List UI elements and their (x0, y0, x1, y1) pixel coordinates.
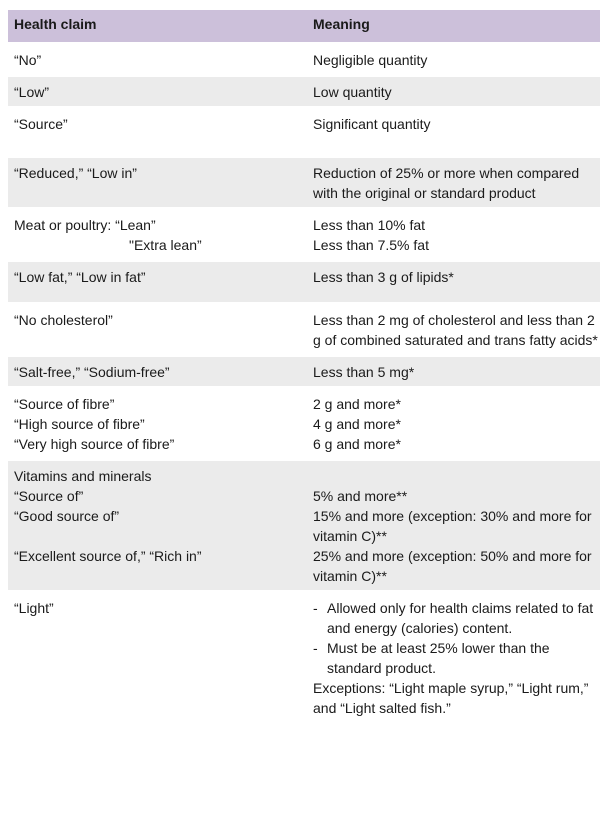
table-row (8, 45, 600, 77)
claim-cell: “No” (14, 52, 42, 68)
claim-line: “Source of fibre” (14, 396, 115, 412)
meaning-cell (307, 593, 600, 722)
meaning-line: Less than 7.5% fat (313, 237, 429, 253)
claim-title: Vitamins and minerals (14, 468, 152, 484)
claim-line: “Good source of” (14, 508, 120, 524)
claim-cell: “Low” (14, 84, 50, 100)
meaning-line: Less than 10% fat (313, 217, 426, 233)
header-meaning: Meaning (313, 16, 370, 32)
claim-line: Meat or poultry: “Lean” (14, 217, 156, 233)
claim-cell: “Salt-free,” “Sodium-free” (14, 364, 170, 380)
bullet-item (313, 638, 600, 678)
meaning-cell: Less than 5 mg* (313, 364, 415, 380)
meaning-line: 2 g and more* (313, 396, 401, 412)
claim-cell: “No cholesterol” (14, 312, 113, 328)
header-health-claim: Health claim (14, 16, 97, 32)
table-row (8, 210, 600, 262)
meaning-cell: Significant quantity (313, 116, 431, 132)
dash-bullet-icon: - (313, 600, 318, 616)
meaning-line: 15% and more (exception: 30% and more for vitamin C)** (313, 508, 592, 544)
claim-cell (8, 389, 307, 458)
table-row (8, 262, 600, 305)
meaning-cell: Low quantity (313, 84, 392, 100)
table-row (8, 77, 600, 109)
claim-line: "Extra lean” (129, 237, 202, 253)
health-claims-table (8, 10, 600, 725)
claim-cell: “Low fat,” “Low in fat” (14, 269, 146, 285)
meaning-cell (307, 210, 600, 259)
table-row (8, 461, 600, 593)
meaning-cell (307, 389, 600, 458)
meaning-cell: Less than 3 g of lipids* (313, 269, 454, 285)
dash-bullet-icon: - (313, 640, 318, 656)
claim-line: “Source of” (14, 488, 84, 504)
meaning-line: 25% and more (exception: 50% and more for vitamin C)** (313, 548, 592, 584)
spacer (313, 466, 600, 486)
meaning-cell: Negligible quantity (313, 52, 428, 68)
claim-cell (8, 210, 307, 259)
table-row (8, 593, 600, 725)
claim-cell: “Source” (14, 116, 68, 132)
bullet-text: Allowed only for health claims related to fat and energy (calories) content. (327, 600, 594, 636)
claim-cell: “Reduced,” “Low in” (14, 165, 137, 181)
claim-line: “Very high source of fibre” (14, 436, 175, 452)
meaning-line: 5% and more** (313, 488, 408, 504)
table-row (8, 158, 600, 210)
meaning-cell: Less than 2 mg of cholesterol and less than 2 g of combined saturated and trans fatty acids* (313, 312, 598, 348)
meaning-line: 4 g and more* (313, 416, 401, 432)
meaning-line: 6 g and more* (313, 436, 401, 452)
claim-cell: “Light” (14, 600, 54, 616)
exceptions-text: Exceptions: “Light maple syrup,” “Light rum,” and “Light salted fish.” (313, 680, 589, 716)
bullet-text: Must be at least 25% lower than the standard product. (327, 640, 550, 676)
table-header-row (8, 10, 600, 45)
meaning-cell (307, 461, 600, 590)
table-row (8, 389, 600, 461)
claim-line: “Excellent source of,” “Rich in” (14, 548, 202, 564)
table-row (8, 357, 600, 389)
meaning-cell: Reduction of 25% or more when compared with the original or standard product (313, 165, 580, 201)
table-row (8, 109, 600, 158)
bullet-item (313, 598, 600, 638)
claim-cell (8, 461, 307, 590)
table-row (8, 305, 600, 357)
claim-line: “High source of fibre” (14, 416, 145, 432)
